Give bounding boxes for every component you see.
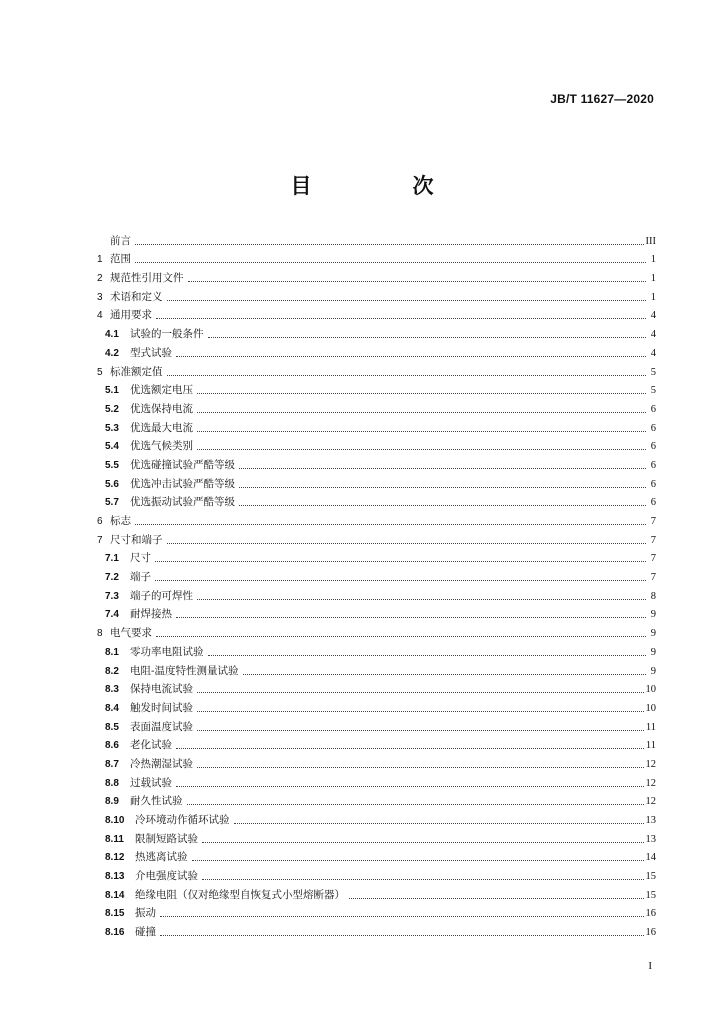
toc-entry-number: 2: [97, 273, 103, 285]
toc-entry-title: 冷热潮湿试验: [130, 757, 193, 770]
toc-entry[interactable]: [97, 528, 656, 547]
toc-entry[interactable]: [97, 491, 656, 510]
toc-entry[interactable]: [97, 229, 656, 248]
toc-entry[interactable]: [97, 715, 656, 734]
page-title: 目 次: [290, 174, 474, 198]
toc-entry-page: 8: [650, 590, 656, 602]
toc-entry-page: 7: [650, 572, 656, 584]
toc-entry-page: 12: [645, 777, 656, 789]
toc-entry[interactable]: [97, 472, 656, 491]
dot-leader: [156, 318, 646, 319]
toc-entry[interactable]: [97, 360, 656, 379]
toc-entry-page: 6: [650, 422, 656, 434]
toc-entry-page: 9: [650, 609, 656, 621]
toc-entry-title: 优选保持电流: [130, 402, 193, 415]
toc-entry-page: 10: [645, 684, 656, 696]
toc-entry-page: 9: [650, 646, 656, 658]
toc-entry[interactable]: [97, 902, 656, 921]
toc-entry-number: 8.1: [105, 646, 119, 658]
dot-leader: [197, 431, 646, 432]
toc-entry-page: 4: [650, 310, 656, 322]
toc-entry-title: 端子: [130, 571, 151, 584]
toc-entry-title: 优选最大电流: [130, 421, 193, 434]
dot-leader: [160, 916, 644, 917]
toc-entry-page: 1: [650, 291, 656, 303]
dot-leader: [239, 505, 646, 506]
dot-leader: [208, 337, 647, 338]
toc-entry[interactable]: [97, 248, 656, 267]
toc-entry-title: 限制短路试验: [135, 832, 198, 845]
toc-entry[interactable]: [97, 397, 656, 416]
toc-entry[interactable]: [97, 565, 656, 584]
toc-entry-number: 8.8: [105, 777, 119, 789]
dot-leader: [135, 262, 646, 263]
dot-leader: [197, 449, 646, 450]
toc-entry-title: 零功率电阻试验: [130, 645, 204, 658]
dot-leader: [167, 543, 647, 544]
toc-entry-page: 14: [645, 852, 656, 864]
toc-entry-number: 7.4: [105, 609, 119, 621]
dot-leader: [239, 487, 646, 488]
toc-entry-number: 5.5: [105, 459, 119, 471]
toc-entry-number: 8.6: [105, 740, 119, 752]
toc-entry-title: 碰撞: [135, 926, 156, 939]
toc-entry-page: 4: [650, 329, 656, 341]
toc-entry-number: 8.7: [105, 758, 119, 770]
toc-entry[interactable]: [97, 304, 656, 323]
toc-entry[interactable]: [97, 285, 656, 304]
toc-entry-page: 5: [650, 366, 656, 378]
toc-entry-title: 优选碰撞试验严酷等级: [130, 458, 235, 471]
toc-entry-page: 1: [650, 273, 656, 285]
dot-leader: [197, 412, 646, 413]
toc-entry-number: 5.4: [105, 441, 119, 453]
toc-entry-number: 7.3: [105, 590, 119, 602]
toc-entry-title: 尺寸: [130, 552, 151, 565]
toc-entry-page: 11: [645, 740, 656, 752]
toc-entry-title: 振动: [135, 907, 156, 920]
toc-entry-number: 3: [97, 291, 103, 303]
toc-entry-number: 8: [97, 628, 103, 640]
toc-entry-title: 通用要求: [110, 309, 152, 322]
toc-entry-page: 12: [645, 796, 656, 808]
toc-entry-title: 热逃离试验: [135, 851, 188, 864]
toc-entry-number: 8.4: [105, 702, 119, 714]
dot-leader: [197, 692, 644, 693]
toc-entry-page: 4: [650, 347, 656, 359]
toc-entry[interactable]: [97, 341, 656, 360]
dot-leader: [197, 599, 646, 600]
toc-entry[interactable]: [97, 416, 656, 435]
toc-entry-number: 8.5: [105, 721, 119, 733]
dot-leader: [160, 935, 644, 936]
toc-entry-page: 6: [650, 403, 656, 415]
toc-entry[interactable]: [97, 734, 656, 753]
toc-entry[interactable]: [97, 453, 656, 472]
dot-leader: [202, 842, 644, 843]
toc-entry[interactable]: [97, 640, 656, 659]
toc-entry-number: 5: [97, 366, 103, 378]
toc-entry-title: 电气要求: [110, 627, 152, 640]
toc-entry-title: 触发时间试验: [130, 701, 193, 714]
toc-entry[interactable]: [97, 659, 656, 678]
toc-entry-title: 标志: [110, 515, 131, 527]
toc-entry-page: 16: [645, 927, 656, 939]
toc-entry-title: 耐久性试验: [130, 795, 183, 808]
toc-entry-title: 保持电流试验: [130, 683, 193, 696]
toc-entry[interactable]: [97, 678, 656, 697]
dot-leader: [197, 767, 644, 768]
toc-entry-title: 耐焊接热: [130, 608, 172, 621]
dot-leader: [135, 524, 646, 525]
toc-entry-number: 5.2: [105, 403, 119, 415]
toc-entry-page: 7: [650, 553, 656, 565]
toc-entry[interactable]: [97, 752, 656, 771]
dot-leader: [239, 468, 646, 469]
toc-entry-page: 9: [650, 628, 656, 640]
toc-entry-number: 8.10: [105, 815, 125, 826]
toc-entry-title: 优选额定电压: [130, 384, 193, 397]
dot-leader: [156, 636, 646, 637]
toc-entry-page: 15: [645, 889, 656, 901]
toc-entry[interactable]: [97, 790, 656, 809]
toc-entry[interactable]: [97, 621, 656, 640]
toc-entry-number: 8.12: [105, 852, 125, 864]
toc-entry[interactable]: [97, 827, 656, 846]
toc-entry-number: 4: [97, 310, 103, 322]
toc-entry-title: 型式试验: [130, 346, 172, 359]
toc-entry-title: 老化试验: [130, 739, 172, 752]
toc-entry-page: 11: [645, 721, 656, 733]
dot-leader: [187, 804, 644, 805]
toc-entry-title: 绝缘电阻（仅对绝缘型自恢复式小型熔断器）: [135, 888, 345, 901]
toc-entry-number: 4.2: [105, 347, 119, 359]
toc-entry-number: 8.9: [105, 796, 119, 808]
dot-leader: [176, 356, 646, 357]
toc-entry[interactable]: [97, 547, 656, 566]
dot-leader: [234, 823, 644, 824]
toc-entry-page: 6: [650, 459, 656, 471]
dot-leader: [208, 655, 647, 656]
dot-leader: [167, 300, 647, 301]
toc-entry-number: 7.2: [105, 572, 119, 584]
dot-leader: [192, 860, 644, 861]
toc-entry[interactable]: [97, 920, 656, 939]
toc-entry[interactable]: [97, 846, 656, 865]
toc-entry-number: 7: [97, 534, 103, 546]
toc-entry-number: 5.7: [105, 497, 119, 509]
dot-leader: [176, 786, 644, 787]
toc-entry-page: 7: [650, 516, 656, 527]
toc-entry[interactable]: [97, 864, 656, 883]
dot-leader: [188, 281, 647, 282]
toc-entry-number: 5.6: [105, 478, 119, 490]
toc-entry-title: 冷环境动作循环试验: [135, 814, 230, 826]
toc-entry-number: 8.14: [105, 889, 125, 901]
toc-entry-title: 前言: [110, 234, 131, 247]
toc-entry-page: 6: [650, 497, 656, 509]
toc-entry[interactable]: [97, 266, 656, 285]
toc-entry-page: 9: [650, 665, 656, 677]
toc-entry[interactable]: [97, 584, 656, 603]
toc-entry-page: 7: [650, 534, 656, 546]
toc-entry-title: 优选振动试验严酷等级: [130, 496, 235, 509]
toc-entry[interactable]: [97, 509, 656, 528]
page-number: I: [648, 960, 652, 972]
toc-entry-title: 尺寸和端子: [110, 533, 163, 546]
toc-entry-title: 范围: [110, 253, 131, 266]
toc-entry[interactable]: [97, 379, 656, 398]
toc-entry-title: 表面温度试验: [130, 720, 193, 733]
dot-leader: [197, 393, 646, 394]
toc-entry-number: 7.1: [105, 553, 119, 565]
toc-entry-page: 6: [650, 441, 656, 453]
toc-entry-number: 5.1: [105, 385, 119, 397]
toc-entry-title: 试验的一般条件: [130, 328, 204, 341]
toc-entry-number: 6: [97, 516, 103, 527]
toc-entry-number: 8.3: [105, 684, 119, 696]
toc-entry-page: 6: [650, 478, 656, 490]
table-of-contents: [97, 229, 656, 939]
toc-entry-number: 8.2: [105, 665, 119, 677]
dot-leader: [243, 674, 646, 675]
toc-entry[interactable]: [97, 435, 656, 454]
toc-entry-title: 标准额定值: [110, 365, 163, 378]
toc-entry-title: 优选冲击试验严酷等级: [130, 477, 235, 490]
standard-code: JB/T 11627—2020: [550, 92, 654, 106]
toc-entry-number: 5.3: [105, 422, 119, 434]
toc-entry-number: 8.13: [105, 871, 125, 883]
toc-entry-number: 8.16: [105, 927, 125, 939]
toc-entry[interactable]: [97, 603, 656, 622]
toc-entry-number: 1: [97, 254, 103, 266]
dot-leader: [202, 879, 644, 880]
toc-entry-page: 15: [645, 871, 656, 883]
toc-entry-page: 13: [645, 833, 656, 845]
toc-entry-title: 过载试验: [130, 776, 172, 789]
dot-leader: [167, 375, 647, 376]
toc-entry[interactable]: [97, 883, 656, 902]
toc-entry-number: 4.1: [105, 329, 119, 341]
toc-entry-number: 8.15: [105, 908, 125, 920]
toc-entry[interactable]: [97, 771, 656, 790]
dot-leader: [155, 580, 646, 581]
toc-entry-page: 1: [650, 254, 656, 266]
dot-leader: [176, 617, 646, 618]
dot-leader: [197, 730, 644, 731]
dot-leader: [155, 561, 646, 562]
toc-entry-number: 8.11: [105, 833, 124, 845]
toc-entry[interactable]: [97, 322, 656, 341]
dot-leader: [135, 244, 644, 245]
toc-entry-page: 5: [650, 385, 656, 397]
toc-entry-title: 优选气候类别: [130, 440, 193, 453]
toc-entry-title: 介电强度试验: [135, 870, 198, 883]
toc-entry-title: 规范性引用文件: [110, 272, 184, 285]
toc-entry-title: 术语和定义: [110, 290, 163, 303]
dot-leader: [197, 711, 644, 712]
toc-entry-title: 电阻-温度特性测量试验: [130, 664, 239, 677]
toc-entry-page: 10: [645, 702, 656, 714]
toc-entry-page: 12: [645, 758, 656, 770]
toc-entry-page: 16: [645, 908, 656, 920]
toc-entry-page: III: [645, 235, 656, 247]
toc-entry-title: 端子的可焊性: [130, 589, 193, 602]
toc-entry[interactable]: [97, 808, 656, 827]
toc-entry[interactable]: [97, 696, 656, 715]
toc-entry-page: 13: [645, 815, 656, 826]
dot-leader: [176, 748, 644, 749]
dot-leader: [349, 898, 644, 899]
